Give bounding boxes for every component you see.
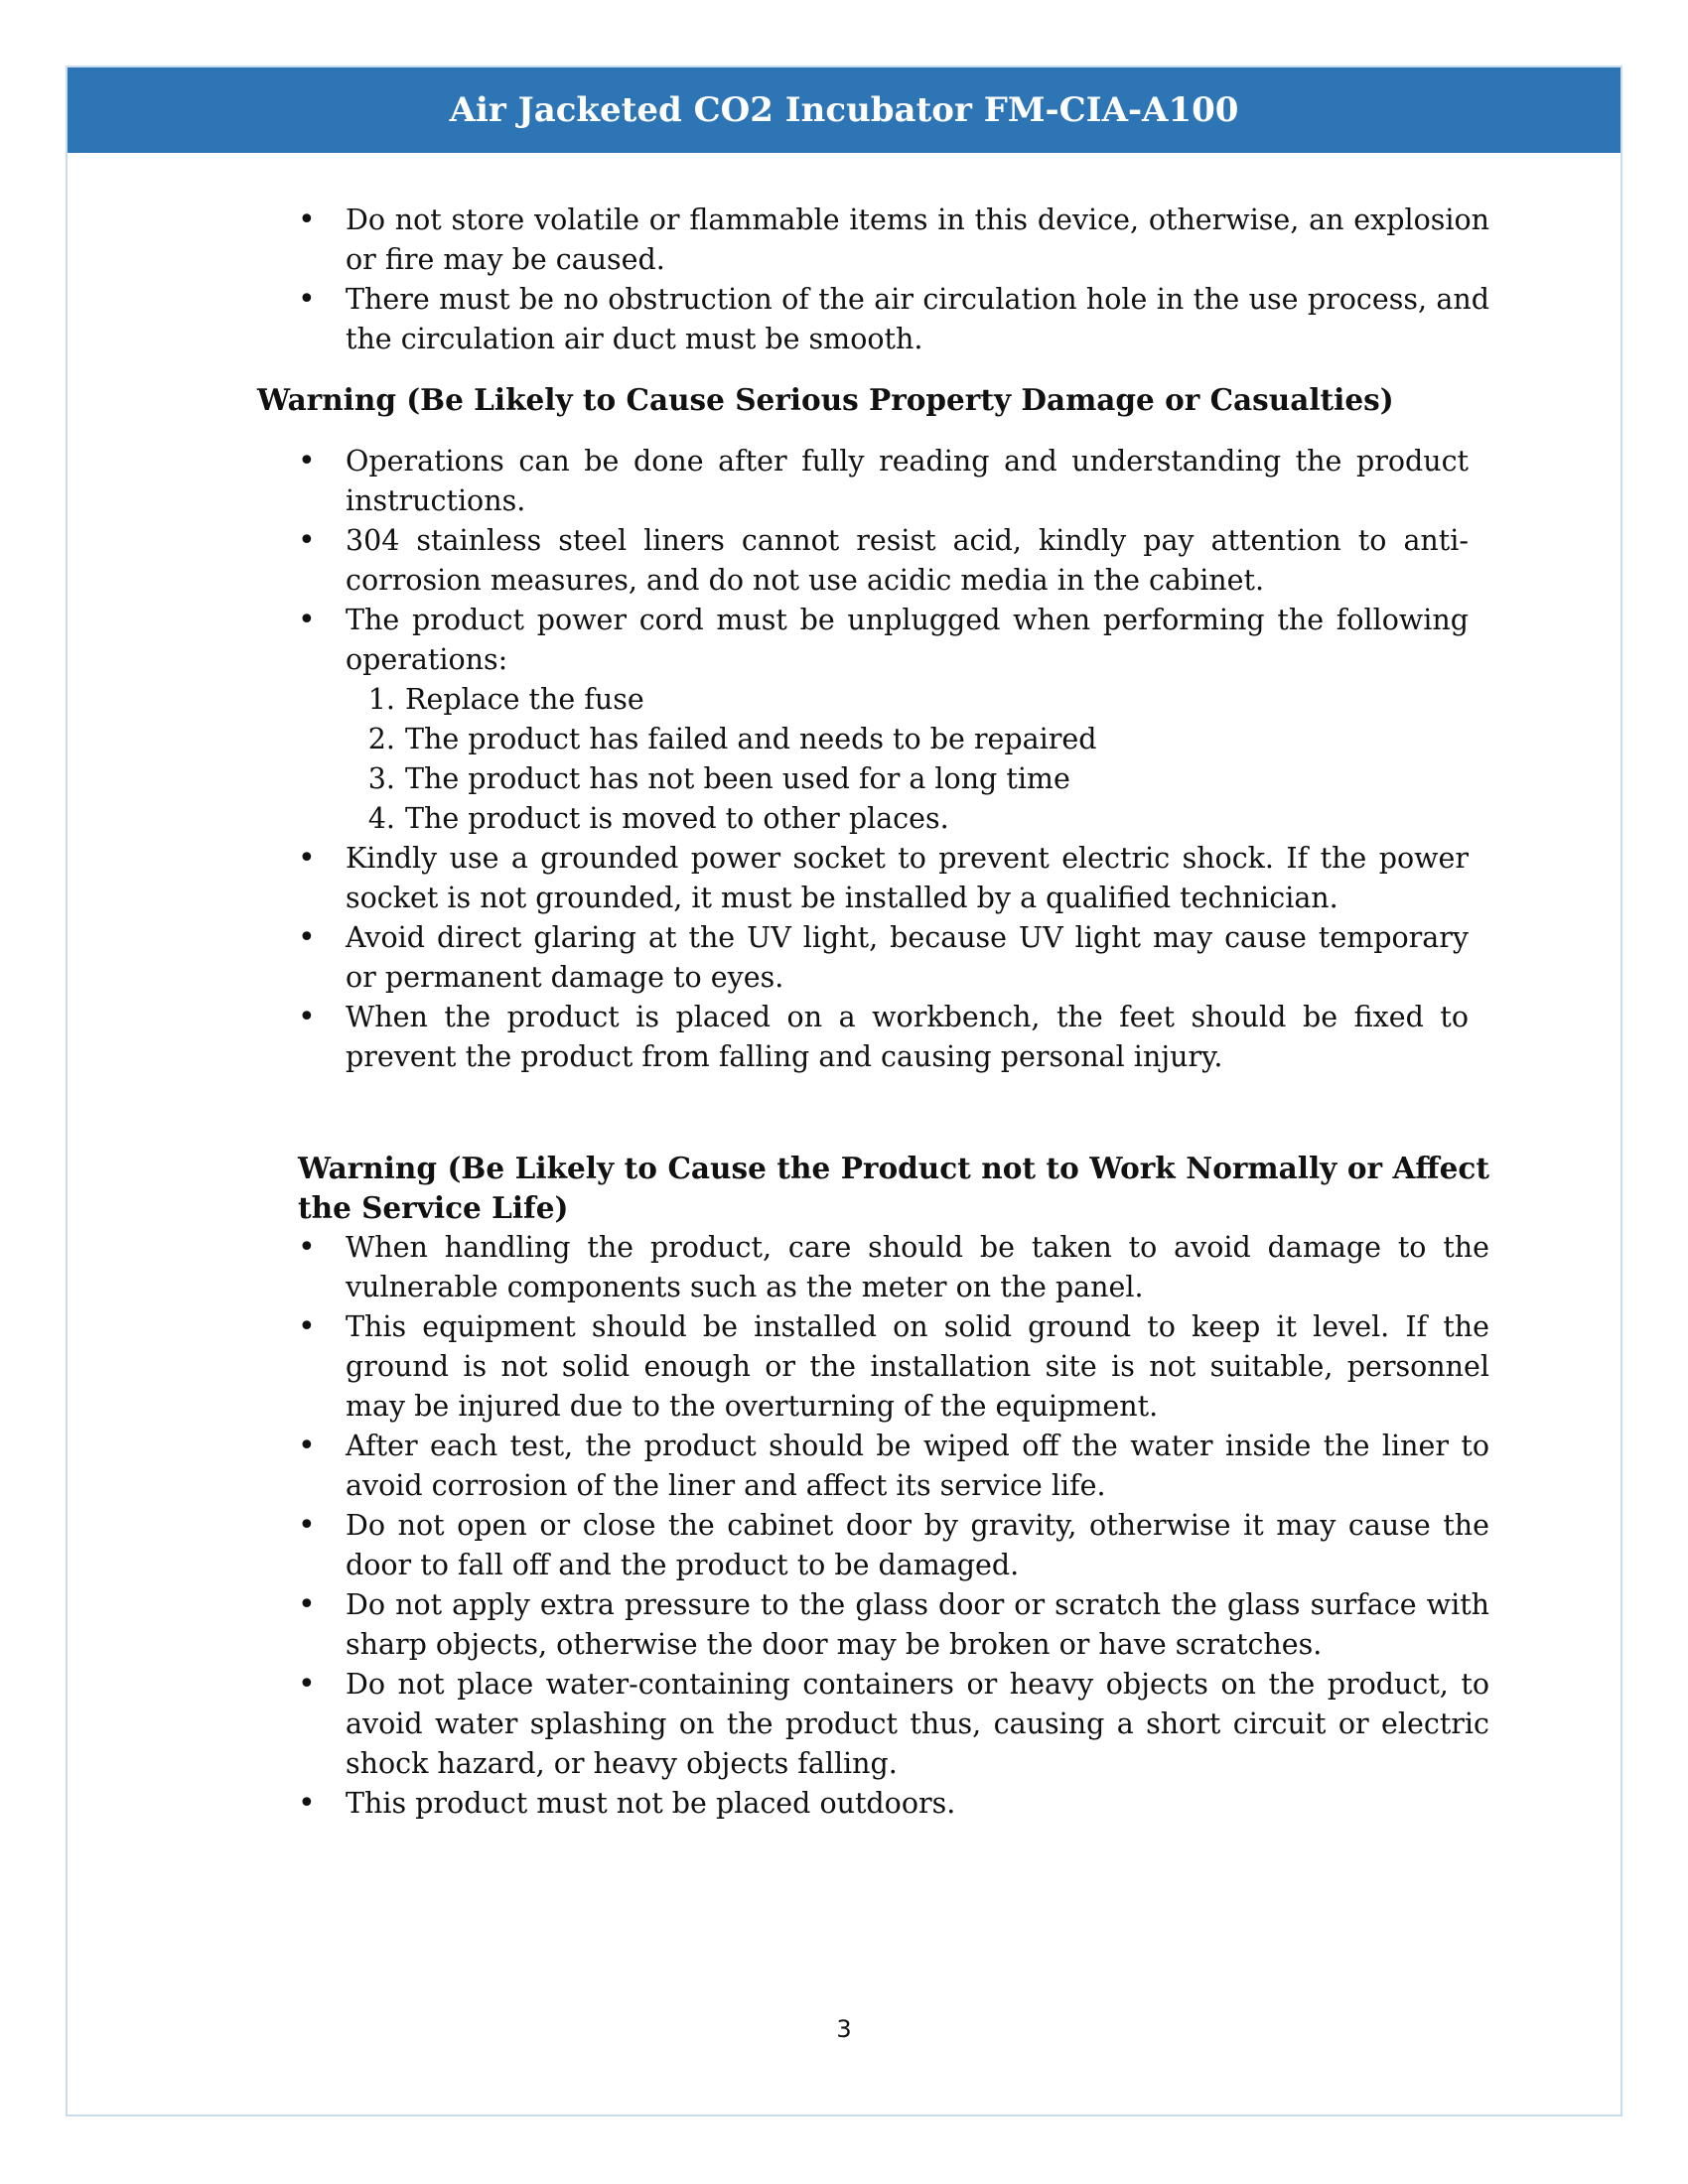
list-item: • This product must not be placed outdoors. xyxy=(346,1784,1489,1824)
warning-serious-section xyxy=(0,380,1688,1077)
list-item: • There must be no obstruction of the air circulation hole in the use process, and the circulation air duct must be smooth. xyxy=(346,280,1489,359)
warning-heading: Warning (Be Likely to Cause Serious Property Damage or Casualties) xyxy=(257,382,1394,417)
list-item: • Operations can be done after fully reading and understanding the product instructions. xyxy=(346,442,1469,521)
numbered-item: 1. Replace the fuse xyxy=(367,683,644,716)
list-item: • Do not open or close the cabinet door by gravity, otherwise it may cause the door to fall off and the product to be damaged. xyxy=(346,1506,1489,1585)
list-item: • 304 stainless steel liners cannot resist acid, kindly pay attention to anti-corrosion measures, and do not use acidic media in the cabinet. xyxy=(346,521,1469,601)
warning-heading: Warning (Be Likely to Cause the Product not to Work Normally or Affect the Service Life) xyxy=(298,1151,1489,1225)
list-item: • This equipment should be installed on solid ground to keep it level. If the ground is not solid enough or the installation site is not suitable, personnel may be injured due to the overturning of the equipment. xyxy=(346,1307,1489,1427)
numbered-item: 4. The product is moved to other places. xyxy=(367,802,949,835)
list-item: • Avoid direct glaring at the UV light, because UV light may cause temporary or permanent damage to eyes. xyxy=(346,918,1469,998)
page-number: 3 xyxy=(836,2015,852,2043)
numbered-item: 2. The product has failed and needs to be repaired xyxy=(367,723,1097,755)
list-item: • The product power cord must be unplugged when performing the following operations: xyxy=(346,601,1469,680)
list-item: • Do not store volatile or flammable items in this device, otherwise, an explosion or fire may be caused. xyxy=(346,201,1489,280)
page-title: Air Jacketed CO2 Incubator FM-CIA-A100 xyxy=(68,68,1620,153)
list-item: • Do not place water-containing containers or heavy objects on the product, to avoid water splashing on the product thus, causing a short circuit or electric shock hazard, or heavy objects falling. xyxy=(346,1665,1489,1784)
warning-product-section xyxy=(0,1149,1688,1824)
list-item: • After each test, the product should be wiped off the water inside the liner to avoid corrosion of the liner and affect its service life. xyxy=(346,1427,1489,1506)
list-item: • Do not apply extra pressure to the glass door or scratch the glass surface with sharp objects, otherwise the door may be broken or have scratches. xyxy=(346,1585,1489,1665)
numbered-item: 3. The product has not been used for a long time xyxy=(367,762,1070,795)
intro-list xyxy=(0,201,1688,359)
list-item: • Kindly use a grounded power socket to prevent electric shock. If the power socket is not grounded, it must be installed by a qualified technician. xyxy=(346,839,1469,918)
list-item: • When handling the product, care should be taken to avoid damage to the vulnerable components such as the meter on the panel. xyxy=(346,1228,1489,1307)
list-item: • When the product is placed on a workbench, the feet should be fixed to prevent the product from falling and causing personal injury. xyxy=(346,998,1469,1077)
